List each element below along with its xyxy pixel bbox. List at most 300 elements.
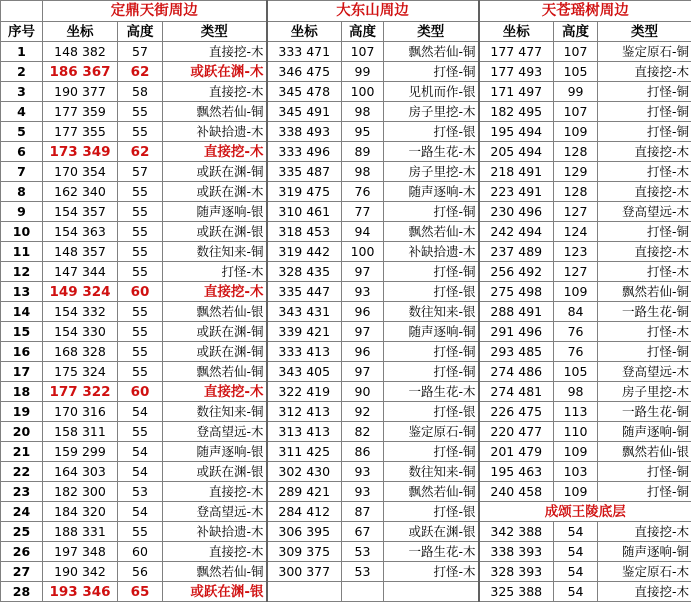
cell-type: 登高望远-木 — [163, 502, 267, 522]
cell-coord: 300 377 — [267, 562, 342, 582]
cell-height: 57 — [118, 162, 163, 182]
cell-type: 直接挖-木 — [598, 582, 691, 602]
row-index: 13 — [1, 282, 43, 302]
cell-coord: 338 393 — [479, 542, 554, 562]
table-row — [1, 582, 691, 602]
cell-coord: 313 413 — [267, 422, 342, 442]
cell-type: 房子里挖-木 — [384, 162, 479, 182]
row-index: 12 — [1, 262, 43, 282]
cell-height: 89 — [342, 142, 384, 162]
cell-height: 98 — [342, 102, 384, 122]
cell-coord: 195 494 — [479, 122, 554, 142]
table-row — [1, 282, 691, 302]
cell-type: 登高望远-木 — [163, 422, 267, 442]
cell-coord: 226 475 — [479, 402, 554, 422]
cell-type: 打怪-银 — [384, 122, 479, 142]
cell-height: 110 — [554, 422, 598, 442]
cell-type: 打怪-木 — [598, 262, 691, 282]
cell-coord: 170 316 — [43, 402, 118, 422]
row-index: 16 — [1, 342, 43, 362]
cell-height: 56 — [118, 562, 163, 582]
cell-type: 一路生花-木 — [384, 142, 479, 162]
cell-coord: 168 328 — [43, 342, 118, 362]
cell-type: 打怪-木 — [384, 562, 479, 582]
row-index: 7 — [1, 162, 43, 182]
cell-type: 或跃在渊-银 — [163, 582, 267, 602]
cell-type: 直接挖-木 — [163, 82, 267, 102]
cell-type: 打怪-银 — [384, 502, 479, 522]
cell-coord: 328 393 — [479, 562, 554, 582]
cell-type — [384, 582, 479, 602]
cell-coord: 240 458 — [479, 482, 554, 502]
cell-type: 房子里挖-木 — [598, 382, 691, 402]
cell-height: 55 — [118, 202, 163, 222]
row-index: 3 — [1, 82, 43, 102]
cell-height: 57 — [118, 42, 163, 62]
row-index: 5 — [1, 122, 43, 142]
row-index: 1 — [1, 42, 43, 62]
cell-height: 124 — [554, 222, 598, 242]
cell-type: 或跃在渊-木 — [163, 62, 267, 82]
cell-height: 96 — [342, 302, 384, 322]
table-row — [1, 542, 691, 562]
cell-type: 或跃在渊-铜 — [163, 162, 267, 182]
table-row — [1, 222, 691, 242]
cell-type: 鉴定原石-铜 — [598, 42, 691, 62]
cell-coord: 182 495 — [479, 102, 554, 122]
cell-coord: 333 496 — [267, 142, 342, 162]
cell-coord: 177 493 — [479, 62, 554, 82]
row-index: 24 — [1, 502, 43, 522]
cell-coord: 154 330 — [43, 322, 118, 342]
cell-type: 数往知来-银 — [384, 302, 479, 322]
table-row — [1, 102, 691, 122]
table-row — [1, 562, 691, 582]
table-row — [1, 162, 691, 182]
cell-coord: 164 303 — [43, 462, 118, 482]
col-header-height: 高度 — [342, 22, 384, 42]
table-row — [1, 242, 691, 262]
cell-type: 打怪-铜 — [598, 482, 691, 502]
cell-coord: 335 447 — [267, 282, 342, 302]
cell-height: 98 — [342, 162, 384, 182]
cell-coord: 328 435 — [267, 262, 342, 282]
row-index: 15 — [1, 322, 43, 342]
cell-height: 127 — [554, 202, 598, 222]
cell-height: 62 — [118, 142, 163, 162]
cell-height: 54 — [118, 442, 163, 462]
cell-coord: 197 348 — [43, 542, 118, 562]
section-title-dadongshan: 大东山周边 — [267, 1, 479, 22]
col-header-height: 高度 — [118, 22, 163, 42]
cell-coord: 177 355 — [43, 122, 118, 142]
cell-height: 105 — [554, 362, 598, 382]
row-index: 17 — [1, 362, 43, 382]
cell-coord: 175 324 — [43, 362, 118, 382]
cell-coord: 289 421 — [267, 482, 342, 502]
cell-coord: 220 477 — [479, 422, 554, 442]
index-header: 序号 — [1, 22, 43, 42]
cell-height: 92 — [342, 402, 384, 422]
column-header-row — [1, 22, 691, 42]
cell-coord: 342 388 — [479, 522, 554, 542]
row-index: 25 — [1, 522, 43, 542]
cell-coord: 190 342 — [43, 562, 118, 582]
cell-coord: 159 299 — [43, 442, 118, 462]
cell-type: 打怪-银 — [384, 402, 479, 422]
cell-height: 99 — [342, 62, 384, 82]
cell-type: 随声逐响-铜 — [598, 422, 691, 442]
cell-type: 直接挖-木 — [163, 482, 267, 502]
cell-height: 67 — [342, 522, 384, 542]
cell-type: 或跃在渊-银 — [384, 522, 479, 542]
cell-height: 128 — [554, 182, 598, 202]
col-header-coord: 坐标 — [479, 22, 554, 42]
cell-coord: 193 346 — [43, 582, 118, 602]
cell-height: 55 — [118, 242, 163, 262]
cell-height: 54 — [118, 502, 163, 522]
cell-type: 打怪-铜 — [384, 202, 479, 222]
cell-height: 76 — [554, 322, 598, 342]
cell-coord: 147 344 — [43, 262, 118, 282]
cell-type: 直接挖-木 — [598, 142, 691, 162]
row-index: 18 — [1, 382, 43, 402]
cell-type: 打怪-铜 — [384, 262, 479, 282]
cell-height: 60 — [118, 542, 163, 562]
cell-coord: 345 491 — [267, 102, 342, 122]
cell-coord: 345 478 — [267, 82, 342, 102]
cell-coord: 312 413 — [267, 402, 342, 422]
cell-coord: 170 354 — [43, 162, 118, 182]
cell-type: 打怪-铜 — [598, 102, 691, 122]
cell-coord: 195 463 — [479, 462, 554, 482]
table-row — [1, 502, 691, 522]
cell-type: 或跃在渊-银 — [163, 222, 267, 242]
cell-coord: 333 471 — [267, 42, 342, 62]
cell-type: 补缺拾遗-木 — [163, 122, 267, 142]
cell-coord: 201 479 — [479, 442, 554, 462]
cell-height: 55 — [118, 182, 163, 202]
cell-height: 55 — [118, 102, 163, 122]
cell-type: 飘然若仙-木 — [384, 222, 479, 242]
table-row — [1, 322, 691, 342]
cell-type: 飘然若仙-铜 — [384, 42, 479, 62]
cell-type: 随声逐响-铜 — [598, 542, 691, 562]
cell-coord: 256 492 — [479, 262, 554, 282]
cell-height: 109 — [554, 442, 598, 462]
cell-height: 54 — [118, 462, 163, 482]
cell-height: 107 — [342, 42, 384, 62]
cell-height: 86 — [342, 442, 384, 462]
cell-height: 93 — [342, 282, 384, 302]
row-index: 4 — [1, 102, 43, 122]
cell-coord: 237 489 — [479, 242, 554, 262]
cell-height: 54 — [554, 562, 598, 582]
cell-coord: 310 461 — [267, 202, 342, 222]
cell-coord: 184 320 — [43, 502, 118, 522]
cell-coord: 218 491 — [479, 162, 554, 182]
table-row — [1, 62, 691, 82]
cell-coord: 302 430 — [267, 462, 342, 482]
cell-height: 53 — [342, 542, 384, 562]
cell-type: 飘然若仙-铜 — [598, 282, 691, 302]
cell-height: 55 — [118, 342, 163, 362]
cell-height: 60 — [118, 282, 163, 302]
cell-coord: 173 349 — [43, 142, 118, 162]
cell-height: 55 — [118, 362, 163, 382]
col-header-coord: 坐标 — [267, 22, 342, 42]
cell-coord: 319 442 — [267, 242, 342, 262]
cell-height: 107 — [554, 102, 598, 122]
section-title-tiancang: 天苍瑶树周边 — [479, 1, 691, 22]
cell-coord: 188 331 — [43, 522, 118, 542]
cell-height: 109 — [554, 122, 598, 142]
table-row — [1, 42, 691, 62]
cell-coord: 162 340 — [43, 182, 118, 202]
cell-height: 55 — [118, 322, 163, 342]
cell-coord: 149 324 — [43, 282, 118, 302]
cell-type: 飘然若仙-铜 — [384, 482, 479, 502]
cell-height: 93 — [342, 482, 384, 502]
cell-type: 直接挖-木 — [598, 62, 691, 82]
table-row — [1, 82, 691, 102]
row-index: 21 — [1, 442, 43, 462]
cell-coord: 154 357 — [43, 202, 118, 222]
cell-type: 数往知来-铜 — [163, 402, 267, 422]
cell-type: 打怪-铜 — [598, 462, 691, 482]
cell-type: 直接挖-木 — [163, 142, 267, 162]
cell-height: 103 — [554, 462, 598, 482]
cell-coord: 343 405 — [267, 362, 342, 382]
cell-coord: 171 497 — [479, 82, 554, 102]
cell-type: 飘然若仙-银 — [598, 442, 691, 462]
cell-type: 直接挖-木 — [163, 42, 267, 62]
cell-height: 107 — [554, 42, 598, 62]
cell-height: 90 — [342, 382, 384, 402]
cell-coord: 177 359 — [43, 102, 118, 122]
cell-height: 77 — [342, 202, 384, 222]
cell-type: 直接挖-木 — [163, 282, 267, 302]
cell-height: 55 — [118, 262, 163, 282]
cell-type: 登高望远-木 — [598, 202, 691, 222]
row-index: 8 — [1, 182, 43, 202]
row-index: 10 — [1, 222, 43, 242]
cell-coord: 223 491 — [479, 182, 554, 202]
cell-type: 打怪-木 — [598, 162, 691, 182]
cell-type: 房子里挖-木 — [384, 102, 479, 122]
col-header-type: 类型 — [598, 22, 691, 42]
subsection-title: 成颂王陵底层 — [479, 502, 691, 522]
cell-coord: 242 494 — [479, 222, 554, 242]
cell-height: 54 — [554, 582, 598, 602]
table-row — [1, 342, 691, 362]
cell-height: 87 — [342, 502, 384, 522]
cell-height: 65 — [118, 582, 163, 602]
row-index: 19 — [1, 402, 43, 422]
cell-height — [342, 582, 384, 602]
row-index: 11 — [1, 242, 43, 262]
cell-coord: 318 453 — [267, 222, 342, 242]
cell-coord: 333 413 — [267, 342, 342, 362]
cell-type: 飘然若仙-铜 — [163, 562, 267, 582]
cell-type: 打怪-铜 — [384, 362, 479, 382]
cell-height: 128 — [554, 142, 598, 162]
cell-coord: 325 388 — [479, 582, 554, 602]
cell-height: 54 — [554, 522, 598, 542]
cell-height: 105 — [554, 62, 598, 82]
cell-coord: 338 493 — [267, 122, 342, 142]
cell-height: 95 — [342, 122, 384, 142]
cell-type: 飘然若仙-铜 — [163, 362, 267, 382]
cell-type: 随声逐响-银 — [163, 202, 267, 222]
cell-type: 补缺拾遗-木 — [384, 242, 479, 262]
table-row — [1, 302, 691, 322]
cell-type: 随声逐响-木 — [384, 182, 479, 202]
cell-type: 直接挖-木 — [598, 182, 691, 202]
cell-height: 84 — [554, 302, 598, 322]
cell-coord: 322 419 — [267, 382, 342, 402]
cell-coord: 346 475 — [267, 62, 342, 82]
cell-height: 99 — [554, 82, 598, 102]
cell-height: 113 — [554, 402, 598, 422]
cell-coord: 284 412 — [267, 502, 342, 522]
cell-height: 55 — [118, 122, 163, 142]
cell-type: 或跃在渊-铜 — [163, 342, 267, 362]
cell-height: 54 — [118, 402, 163, 422]
table-row — [1, 182, 691, 202]
cell-type: 或跃在渊-银 — [163, 462, 267, 482]
cell-height: 55 — [118, 222, 163, 242]
table-row — [1, 442, 691, 462]
row-index: 9 — [1, 202, 43, 222]
cell-type: 直接挖-木 — [598, 242, 691, 262]
cell-coord: 158 311 — [43, 422, 118, 442]
row-index: 14 — [1, 302, 43, 322]
cell-height: 55 — [118, 422, 163, 442]
cell-type: 打怪-铜 — [598, 82, 691, 102]
cell-height: 76 — [554, 342, 598, 362]
cell-type: 打怪-木 — [163, 262, 267, 282]
cell-height: 60 — [118, 382, 163, 402]
table-row — [1, 422, 691, 442]
cell-coord: 148 382 — [43, 42, 118, 62]
cell-coord: 190 377 — [43, 82, 118, 102]
cell-coord: 186 367 — [43, 62, 118, 82]
table-row — [1, 402, 691, 422]
table-row — [1, 522, 691, 542]
cell-coord: 154 332 — [43, 302, 118, 322]
cell-coord: 148 357 — [43, 242, 118, 262]
cell-type: 打怪-木 — [598, 322, 691, 342]
section-title-dingding: 定鼎天街周边 — [43, 1, 267, 22]
cell-coord: 335 487 — [267, 162, 342, 182]
cell-height: 54 — [554, 542, 598, 562]
cell-height: 109 — [554, 482, 598, 502]
cell-height: 97 — [342, 322, 384, 342]
cell-coord: 230 496 — [479, 202, 554, 222]
cell-height: 100 — [342, 82, 384, 102]
cell-type: 一路生花-木 — [384, 542, 479, 562]
cell-coord: 177 477 — [479, 42, 554, 62]
cell-height: 93 — [342, 462, 384, 482]
row-index: 27 — [1, 562, 43, 582]
cell-type: 直接挖-木 — [163, 542, 267, 562]
cell-height: 58 — [118, 82, 163, 102]
cell-coord: 306 395 — [267, 522, 342, 542]
cell-type: 打怪-银 — [384, 282, 479, 302]
cell-height: 76 — [342, 182, 384, 202]
row-index: 26 — [1, 542, 43, 562]
cell-coord: 205 494 — [479, 142, 554, 162]
table-row — [1, 122, 691, 142]
cell-coord: 309 375 — [267, 542, 342, 562]
cell-type: 飘然若仙-银 — [163, 302, 267, 322]
cell-height: 98 — [554, 382, 598, 402]
row-index: 6 — [1, 142, 43, 162]
cell-type: 鉴定原石-铜 — [384, 422, 479, 442]
cell-coord: 319 475 — [267, 182, 342, 202]
cell-type: 一路生花-铜 — [598, 302, 691, 322]
cell-height: 127 — [554, 262, 598, 282]
cell-height: 62 — [118, 62, 163, 82]
cell-type: 直接挖-木 — [598, 522, 691, 542]
cell-coord: 288 491 — [479, 302, 554, 322]
cell-type: 随声逐响-银 — [163, 442, 267, 462]
cell-type: 飘然若仙-铜 — [163, 102, 267, 122]
row-index: 22 — [1, 462, 43, 482]
cell-type: 打怪-铜 — [598, 122, 691, 142]
cell-type: 或跃在渊-铜 — [163, 322, 267, 342]
cell-type: 直接挖-木 — [163, 382, 267, 402]
table-row — [1, 482, 691, 502]
cell-coord: 275 498 — [479, 282, 554, 302]
cell-height: 109 — [554, 282, 598, 302]
cell-type: 一路生花-铜 — [598, 402, 691, 422]
table-row — [1, 382, 691, 402]
cell-coord: 274 486 — [479, 362, 554, 382]
cell-coord — [267, 582, 342, 602]
cell-height: 97 — [342, 262, 384, 282]
cell-type: 数往知来-铜 — [384, 462, 479, 482]
cell-type: 见机而作-银 — [384, 82, 479, 102]
cell-coord: 339 421 — [267, 322, 342, 342]
cell-height: 94 — [342, 222, 384, 242]
cell-coord: 311 425 — [267, 442, 342, 462]
table-row — [1, 362, 691, 382]
row-index: 20 — [1, 422, 43, 442]
cell-height: 55 — [118, 522, 163, 542]
cell-type: 鉴定原石-木 — [598, 562, 691, 582]
index-header-blank — [1, 1, 43, 22]
cell-coord: 343 431 — [267, 302, 342, 322]
cell-height: 53 — [342, 562, 384, 582]
table-row — [1, 142, 691, 162]
cell-type: 打怪-铜 — [384, 442, 479, 462]
cell-height: 100 — [342, 242, 384, 262]
cell-type: 或跃在渊-木 — [163, 182, 267, 202]
cell-type: 数往知来-铜 — [163, 242, 267, 262]
cell-coord: 182 300 — [43, 482, 118, 502]
table-body — [1, 1, 691, 602]
cell-height: 123 — [554, 242, 598, 262]
cell-height: 53 — [118, 482, 163, 502]
cell-coord: 274 481 — [479, 382, 554, 402]
cell-type: 登高望远-木 — [598, 362, 691, 382]
col-header-coord: 坐标 — [43, 22, 118, 42]
table-row — [1, 202, 691, 222]
cell-height: 129 — [554, 162, 598, 182]
section-header-row — [1, 1, 691, 22]
